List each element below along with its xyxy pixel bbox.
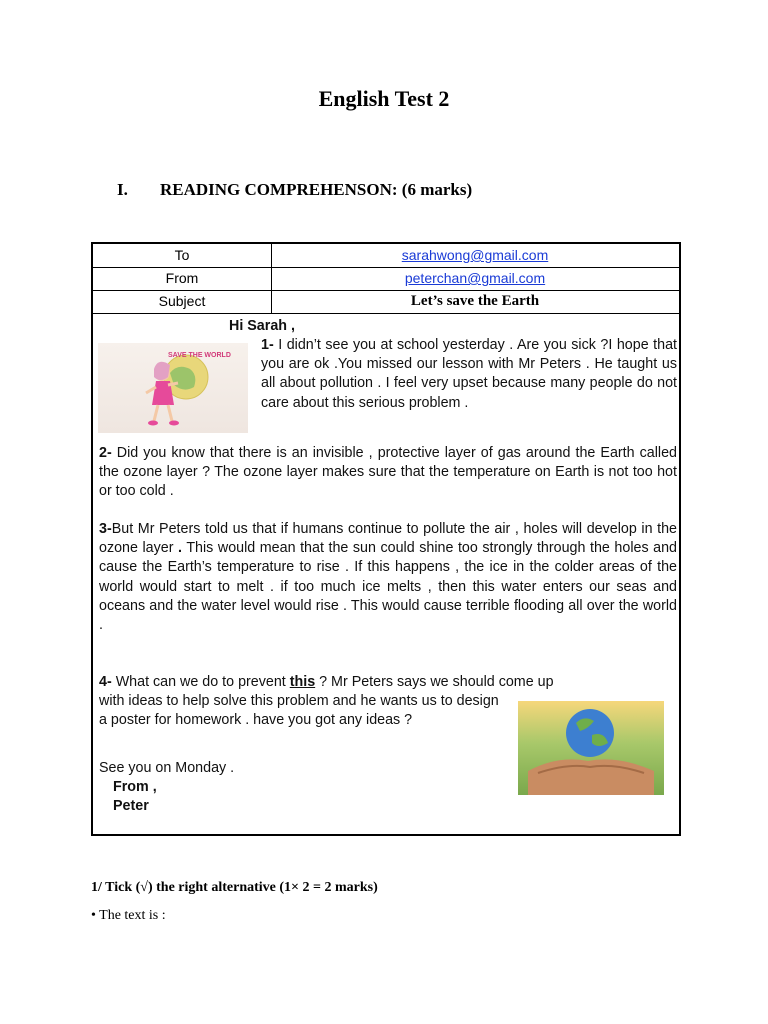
bullet-text: The text is : xyxy=(95,908,166,923)
from-sign: From , xyxy=(113,779,157,795)
save-the-world-image xyxy=(98,343,248,433)
bullet-symbol: • xyxy=(91,908,96,923)
question-1: 1/ Tick (√) the right alternative (1× 2 = 2 marks) xyxy=(91,880,378,895)
email-greeting: Hi Sarah , xyxy=(229,318,295,334)
section-heading xyxy=(117,180,472,200)
email-box xyxy=(91,242,681,836)
signature: Peter xyxy=(113,798,149,814)
from-label: From xyxy=(93,267,272,290)
to-label: To xyxy=(93,244,272,267)
paragraph-4-line1: 4- What can we do to prevent this ? Mr Peters says we should come up xyxy=(99,674,554,690)
save-world-caption: SAVE THE WORLD xyxy=(168,352,231,359)
email-to-row xyxy=(93,244,679,268)
paragraph-2: 2- Did you know that there is an invisible , protective layer of gas around the Earth called the ozone layer ? The ozone layer makes sure that the temperature on Earth is not too hot or too cold . xyxy=(99,445,677,500)
girl-earth-illustration xyxy=(98,343,248,433)
earth-hands-illustration xyxy=(518,701,664,795)
from-email-link[interactable]: peterchan@gmail.com xyxy=(404,270,546,286)
earth-in-hands-image xyxy=(518,701,664,795)
section-title: READING COMPREHENSON: (6 marks) xyxy=(160,180,473,199)
to-email-link[interactable]: sarahwong@gmail.com xyxy=(401,247,549,263)
email-subject-row xyxy=(93,290,679,314)
section-number: I. xyxy=(117,180,128,199)
paragraph-1: 1- I didn’t see you at school yesterday . Are you sick ?I hope that you are ok .You missed our lesson with Mr Peters . He taught us all about pollution . I feel very upset because many people do not care about this serious problem . xyxy=(261,337,677,411)
underlined-this: this xyxy=(289,674,316,690)
subject-value: Let’s save the Earth xyxy=(410,293,540,309)
bullet-item xyxy=(91,908,166,924)
email-from-row xyxy=(93,267,679,291)
page-title: English Test 2 xyxy=(318,86,450,111)
subject-label: Subject xyxy=(93,290,272,313)
paragraph-4-rest: with ideas to help solve this problem and he wants us to design a poster for homework . have you got any ideas ? xyxy=(99,693,499,729)
closing-line: See you on Monday . xyxy=(99,760,235,776)
paragraph-3: 3-But Mr Peters told us that if humans continue to pollute the air , holes will develop in the ozone layer . This would mean that the sun could shine too strongly through the holes and cause the Earth’s temperature to rise . If this happens , the ice in the colder areas of the world would start to melt . if too much ice melts , then this water enters our seas and oceans and the water level would rise . This would cause terrible flooding all over the world . xyxy=(99,521,677,634)
